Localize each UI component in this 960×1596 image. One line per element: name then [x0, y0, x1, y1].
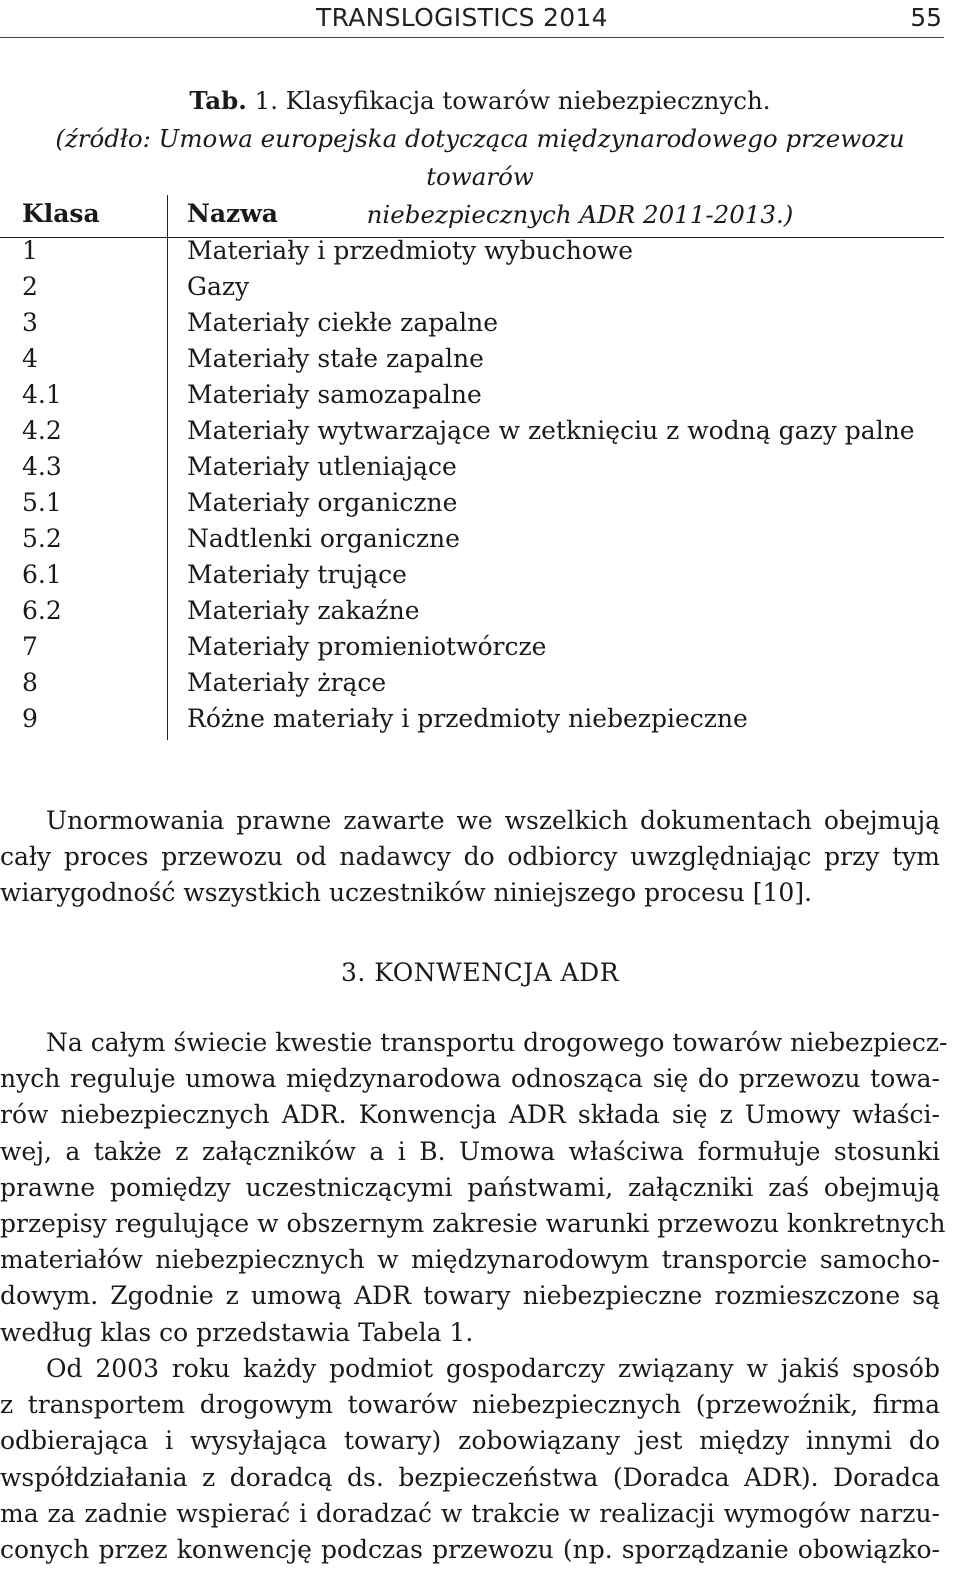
class-name: Materiały stałe zapalne [187, 344, 484, 373]
table-row [0, 449, 944, 485]
paragraph-adr-convention [0, 1025, 948, 1351]
table-row [0, 593, 944, 629]
class-name: Różne materiały i przedmioty niebezpieczne [187, 704, 748, 733]
paragraph-legal [0, 803, 940, 912]
page-header [0, 0, 944, 38]
class-number: 5.2 [22, 524, 62, 553]
class-number: 2 [22, 272, 38, 301]
class-name: Materiały trujące [187, 560, 407, 589]
class-name: Gazy [187, 272, 250, 301]
class-number: 9 [22, 704, 38, 733]
class-number: 1 [22, 236, 38, 265]
caption-title [0, 82, 960, 120]
text-line: cały proces przewozu od nadawcy do odbiorcy uwzględniając przy tym [0, 842, 940, 872]
table-row [0, 341, 944, 377]
class-number: 6.1 [22, 560, 62, 589]
text-line: wiarygodność wszystkich uczestników niniejszego procesu [10]. [0, 878, 813, 908]
text-line: Od 2003 roku każdy podmiot gospodarczy związany w jakiś sposób [46, 1354, 940, 1383]
class-number: 3 [22, 308, 38, 337]
page-number: 55 [910, 3, 942, 32]
journal-title: TRANSLOGISTICS 2014 [316, 3, 608, 32]
text-line: prawne pomiędzy uczestniczącymi państwami, załączniki zaś obejmują [0, 1172, 940, 1202]
class-name: Materiały utleniające [187, 452, 457, 481]
class-name: Materiały zakaźne [187, 596, 420, 625]
class-name: Materiały ciekłe zapalne [187, 308, 499, 337]
class-name: Materiały żrące [187, 668, 387, 697]
class-number: 5.1 [22, 488, 62, 517]
class-name: Materiały promieniotwórcze [187, 632, 547, 661]
table-row [0, 521, 944, 557]
class-number: 4 [22, 344, 38, 373]
class-number: 4.3 [22, 452, 62, 481]
section-heading: 3. KONWENCJA ADR [340, 958, 620, 987]
table-row [0, 377, 944, 413]
text-line: dowym. Zgodnie z umową ADR towary niebezpieczne rozmieszczone są [0, 1281, 940, 1311]
text-line: z transportem drogowym towarów niebezpiecznych (przewoźnik, firma [0, 1390, 940, 1420]
class-name: Materiały samozapalne [187, 380, 482, 409]
table-header-row [0, 196, 944, 232]
table-row [0, 665, 944, 701]
caption-label: Tab. [189, 86, 247, 115]
text-line: według klas co przedstawia Tabela 1. [0, 1317, 474, 1347]
text-line: rów niebezpiecznych ADR. Konwencja ADR składa się z Umowy właści- [0, 1100, 940, 1130]
text-line: conych przez konwencję podczas przewozu (np. sporządzanie obowiązko- [0, 1534, 940, 1564]
table-row [0, 269, 944, 305]
class-number: 6.2 [22, 596, 62, 625]
text-line: odbierająca i wysyłająca towary) zobowiązany jest między innymi do [0, 1426, 940, 1456]
text-line: Unormowania prawne zawarte we wszelkich dokumentach obejmują [46, 806, 940, 835]
text-line: ma za zadnie wspierać i doradzać w trakcie w realizacji wymogów narzu- [0, 1498, 940, 1528]
class-number: 7 [22, 632, 38, 661]
header-name: Nazwa [187, 199, 278, 228]
class-name: Materiały organiczne [187, 488, 458, 517]
table-row [0, 557, 944, 593]
paragraph-adr-advisor [0, 1351, 940, 1568]
text-line: materiałów niebezpiecznych w międzynarodowym transporcie samocho- [0, 1245, 940, 1275]
class-number: 8 [22, 668, 38, 697]
table-row [0, 701, 944, 737]
caption-source-2: niebezpiecznych ADR 2011-2013.) [366, 200, 794, 229]
table-row [0, 305, 944, 341]
class-number: 4.2 [22, 416, 62, 445]
class-number: 4.1 [22, 380, 62, 409]
header-class: Klasa [22, 199, 100, 228]
class-name: Nadtlenki organiczne [187, 524, 460, 553]
table-row [0, 485, 944, 521]
table-row [0, 233, 944, 269]
table-row [0, 413, 944, 449]
text-line: współdziałania z doradcą ds. bezpieczeństwa (Doradca ADR). Doradca [0, 1462, 940, 1492]
text-line: przepisy regulujące w obszernym zakresie warunki przewozu konkretnych [0, 1208, 946, 1238]
text-line: nych reguluje umowa międzynarodowa odnosząca się do przewozu towa- [0, 1064, 940, 1094]
caption-text: 1. Klasyfikacja towarów niebezpiecznych. [246, 86, 771, 115]
text-line: wej, a także z załączników a i B. Umowa właściwa formułuje stosunki [0, 1136, 940, 1166]
text-line: Na całym świecie kwestie transportu drogowego towarów niebezpiecz- [46, 1028, 948, 1057]
table-row [0, 629, 944, 665]
caption-source-1: (źródło: Umowa europejska dotycząca międzynarodowego przewozu towarów [55, 124, 905, 191]
class-name: Materiały wytwarzające w zetknięciu z wodną gazy palne [187, 416, 915, 445]
class-name: Materiały i przedmioty wybuchowe [187, 236, 634, 265]
